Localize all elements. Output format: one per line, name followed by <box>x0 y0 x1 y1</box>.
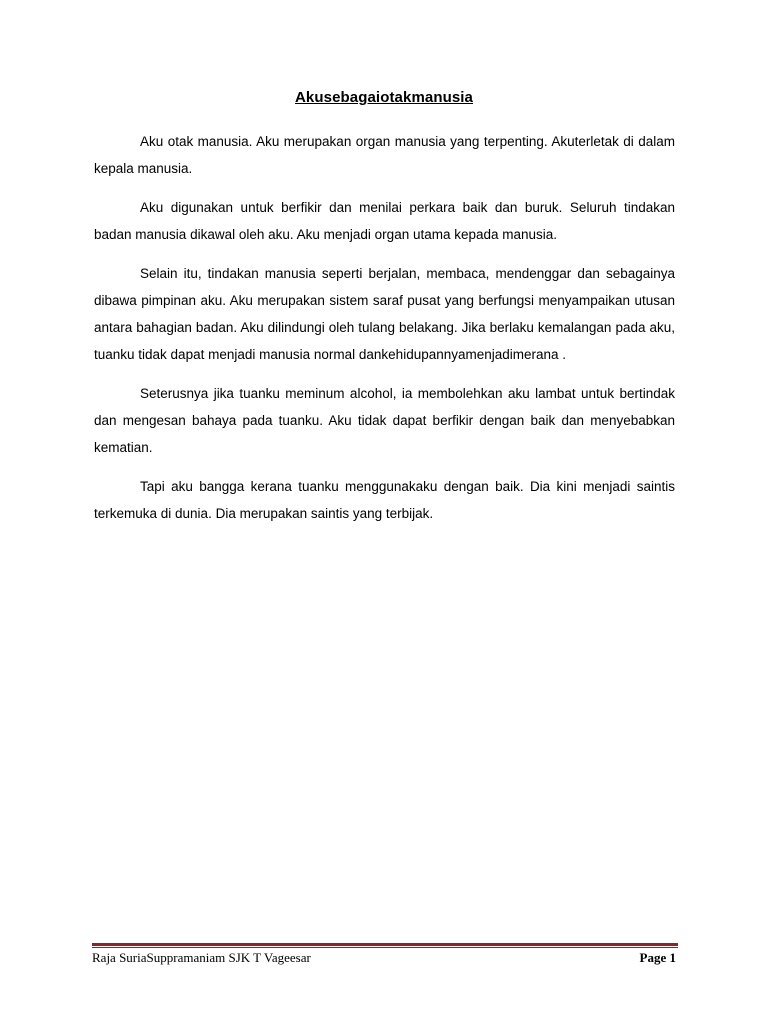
paragraph-4: Seterusnya jika tuanku meminum alcohol, ia membolehkan aku lambat untuk bertindak dan mengesan bahaya pada tuanku. Aku tidak dapat berfikir dengan baik dan menyebabkan kematian. <box>94 386 675 455</box>
document-body <box>94 128 675 539</box>
paragraph-5: Tapi aku bangga kerana tuanku menggunakaku dengan baik. Dia kini menjadi saintis terkemuka di dunia. Dia merupakan saintis yang terbijak. <box>94 479 675 521</box>
paragraph-1: Aku otak manusia. Aku merupakan organ manusia yang terpenting. Akuterletak di dalam kepala manusia. <box>94 134 675 176</box>
footer-divider-thick <box>92 943 678 946</box>
document-title: Akusebagaiotakmanusia <box>295 89 473 106</box>
paragraph-2: Aku digunakan untuk berfikir dan menilai perkara baik dan buruk. Seluruh tindakan badan manusia dikawal oleh aku. Aku menjadi organ utama kepada manusia. <box>94 200 675 242</box>
paragraph-3: Selain itu, tindakan manusia seperti berjalan, membaca, mendenggar dan sebagainya dibawa pimpinan aku. Aku merupakan sistem saraf pusat yang berfungsi menyampaikan utusan antara bahagian badan. Aku dilindungi oleh tulang belakang. Jika berlaku kemalangan pada aku, tuanku tidak dapat menjadi manusia normal dankehidupannyamenjadimerana . <box>94 266 675 362</box>
footer-divider-thin <box>92 947 678 948</box>
footer-author: Raja SuriaSuppramaniam SJK T Vageesar <box>92 950 311 965</box>
footer-page-number: Page 1 <box>639 950 676 965</box>
